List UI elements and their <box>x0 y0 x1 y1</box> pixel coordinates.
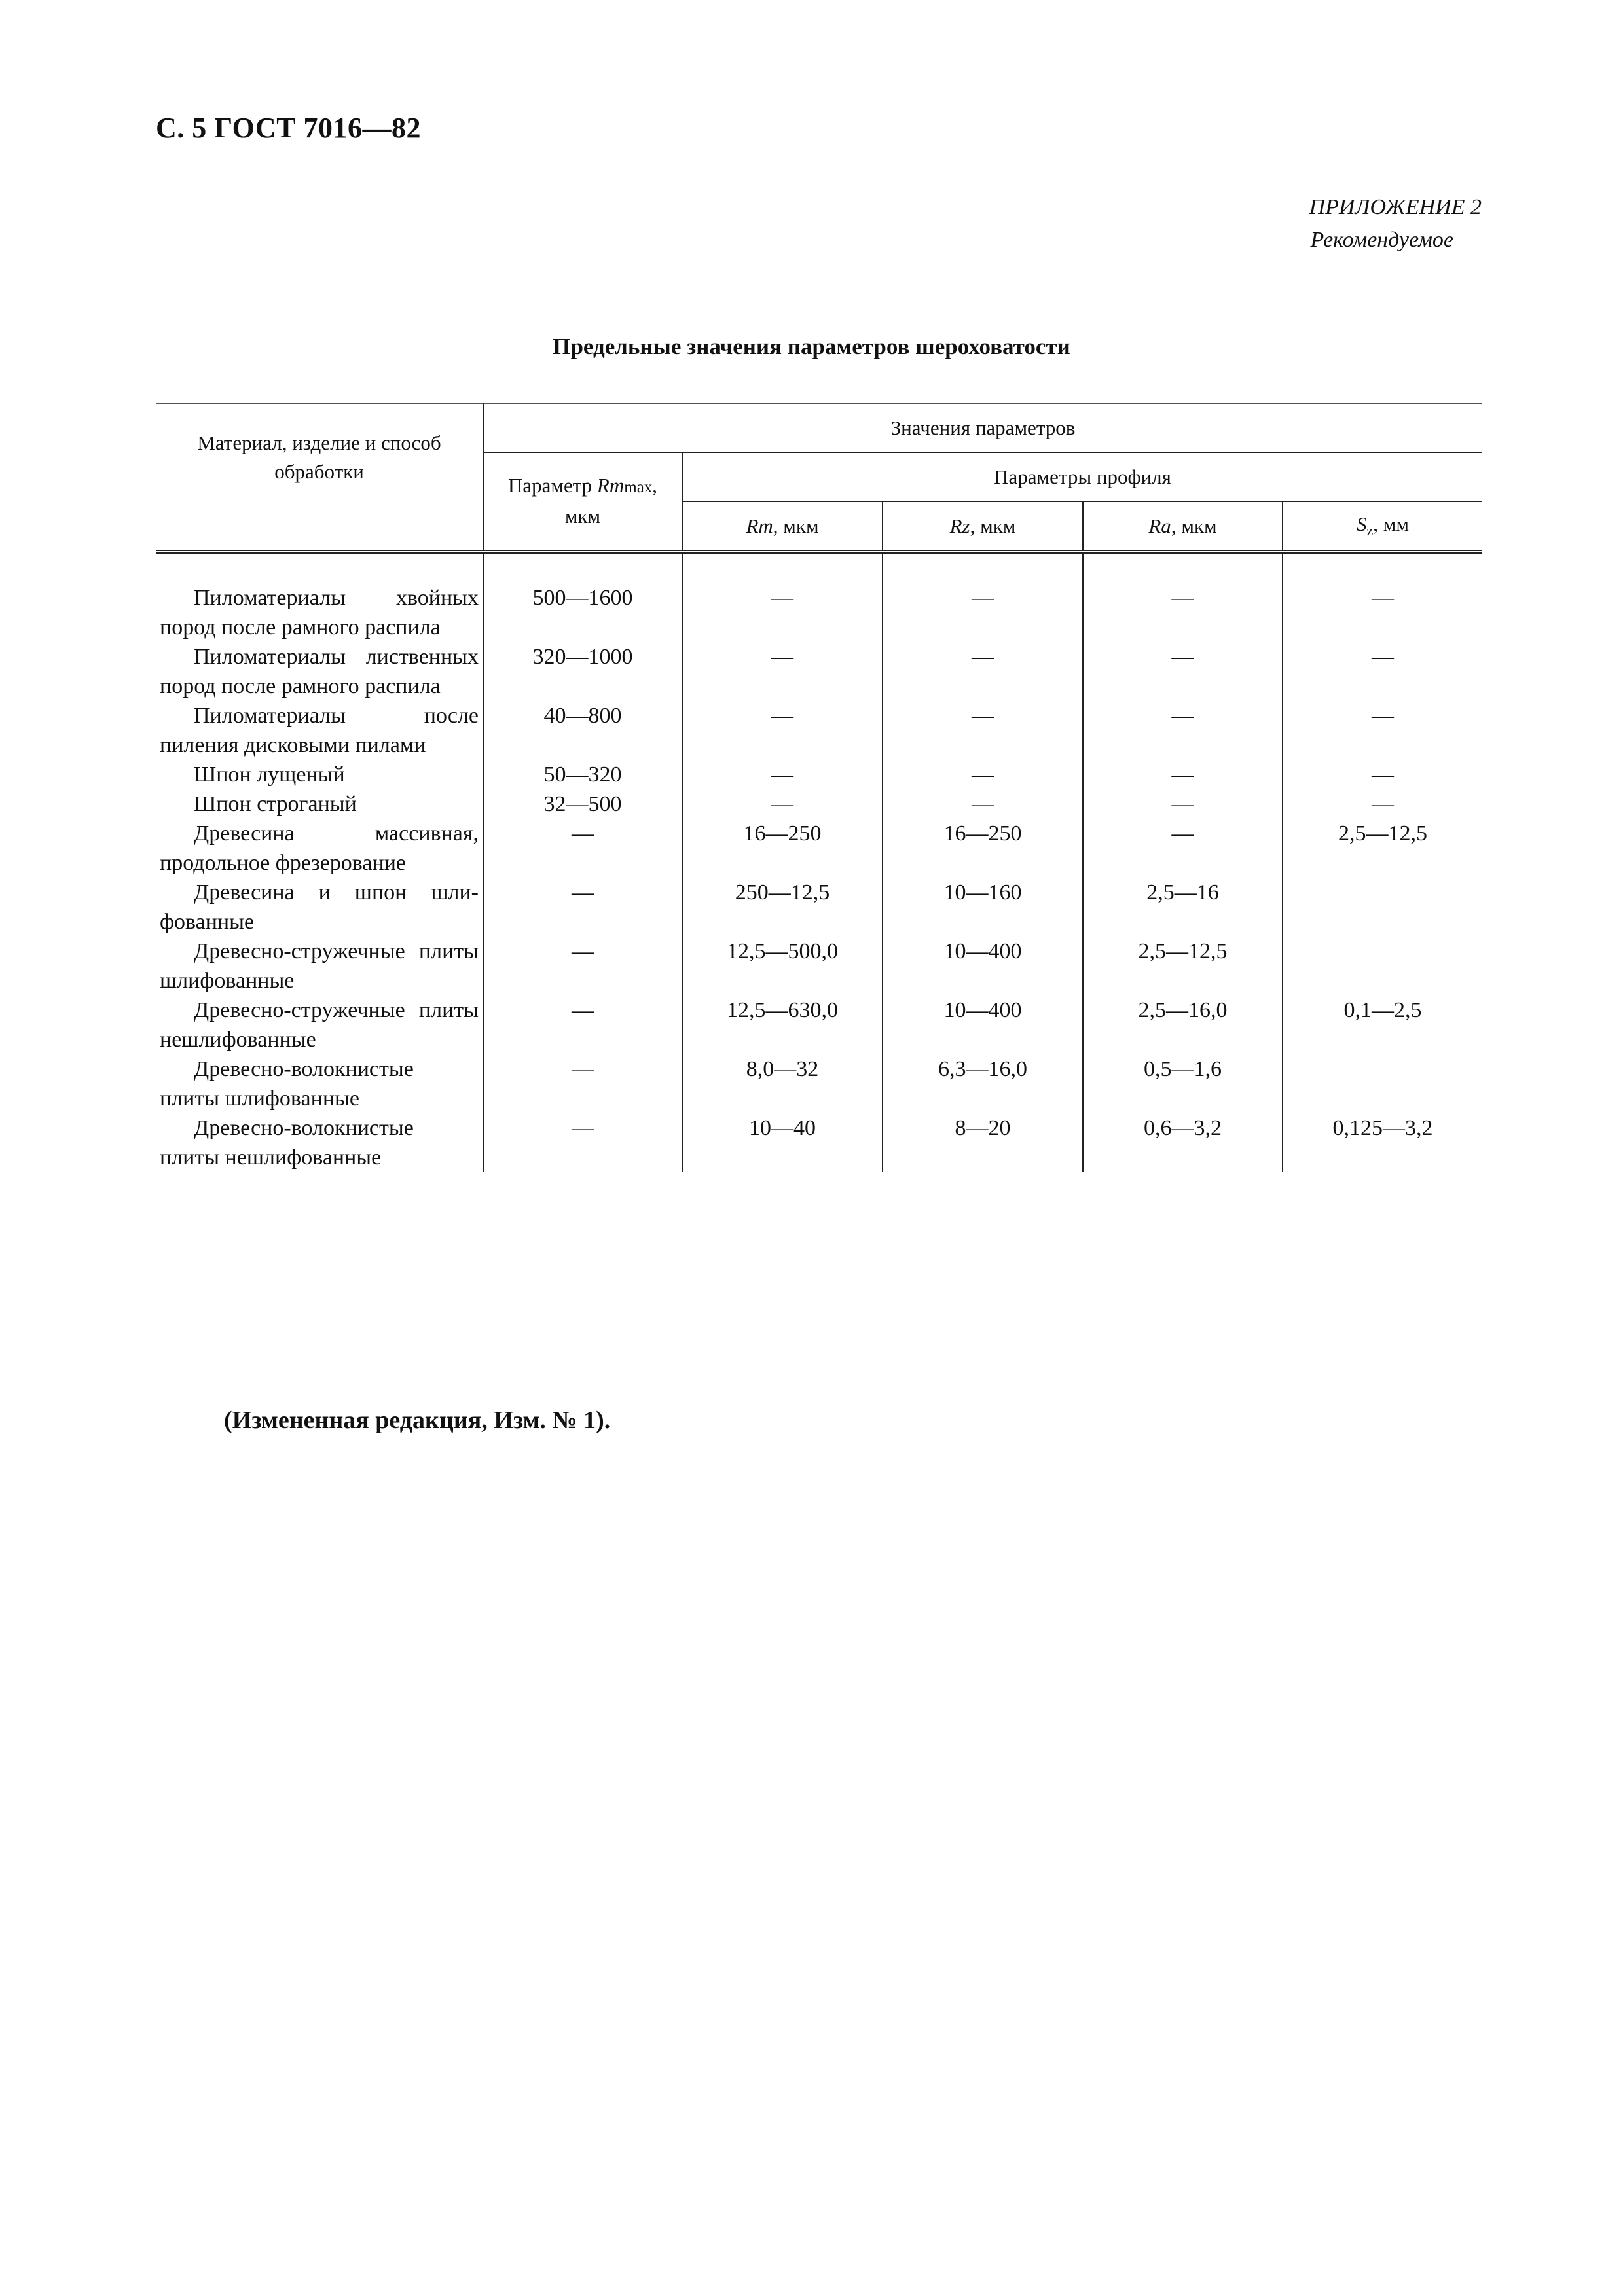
cell-ra: — <box>1083 642 1283 701</box>
header-rm-symbol: Rm <box>746 514 773 537</box>
table-row <box>156 996 1482 1054</box>
table-row <box>156 1113 1482 1172</box>
cell-rz: 8—20 <box>883 1113 1083 1172</box>
cell-material: Пиломатериалы хвойных пород после рамного распила <box>156 583 483 642</box>
cell-ra: — <box>1083 583 1283 642</box>
table-row <box>156 1054 1482 1113</box>
header-ra-symbol: Ra <box>1148 514 1171 537</box>
cell-rm: — <box>682 760 883 789</box>
header-sz <box>1283 501 1482 552</box>
cell-material: Шпон лущеный <box>156 760 483 789</box>
table-row <box>156 819 1482 878</box>
cell-sz: — <box>1372 762 1395 787</box>
cell-ra: — <box>1083 701 1283 760</box>
cell-ra: 2,5—16,0 <box>1083 996 1283 1054</box>
cell-ra: 0,6—3,2 <box>1083 1113 1283 1172</box>
header-rz-unit: , мкм <box>970 514 1016 537</box>
cell-material: Древесно-волокнистые плиты нешлифованные <box>156 1113 483 1172</box>
cell-rz: — <box>883 642 1083 701</box>
cell-material: Древесина массивная, продольное фрезерование <box>156 819 483 878</box>
table-row <box>156 642 1482 701</box>
table-row <box>156 789 1482 819</box>
cell-rm: 10—40 <box>682 1113 883 1172</box>
header-rm-unit: , мкм <box>773 514 819 537</box>
cell-material: Древесина и шпон шлифованные <box>156 878 483 937</box>
cell-rz: — <box>883 701 1083 760</box>
appendix-status: Рекомендуемое <box>1310 228 1454 252</box>
header-sz-unit: , мм <box>1373 512 1410 535</box>
table-row <box>156 701 1482 760</box>
header-rmmax-unit: , мкм <box>564 474 658 528</box>
header-rmmax <box>483 452 682 552</box>
header-rmmax-symbol: Rm <box>596 474 625 497</box>
cell-rz: 16—250 <box>883 819 1083 878</box>
cell-sz <box>1283 878 1482 937</box>
cell-material: Пиломатериалы после пиления дисковыми пилами <box>156 701 483 760</box>
table-row <box>156 937 1482 996</box>
cell-ra: 2,5—16 <box>1083 878 1283 937</box>
header-ra <box>1083 501 1283 552</box>
cell-rm: 8,0—32 <box>682 1054 883 1113</box>
cell-rm: 12,5—630,0 <box>682 996 883 1054</box>
page-header: С. 5 ГОСТ 7016—82 <box>156 112 422 144</box>
header-rz-symbol: Rz <box>949 514 970 537</box>
cell-rmmax: 500—1600 <box>483 583 682 642</box>
cell-sz: — <box>1372 704 1395 728</box>
cell-rm: 12,5—500,0 <box>682 937 883 996</box>
cell-rm: — <box>682 789 883 819</box>
cell-rmmax: 320—1000 <box>483 642 682 701</box>
cell-rmmax: — <box>483 819 682 878</box>
cell-sz <box>1283 937 1482 996</box>
cell-rmmax: 50—320 <box>483 760 682 789</box>
cell-rm: — <box>682 701 883 760</box>
cell-rmmax: 32—500 <box>483 789 682 819</box>
cell-rm: 250—12,5 <box>682 878 883 937</box>
cell-material: Шпон строганый <box>156 789 483 819</box>
cell-rm: 16—250 <box>682 819 883 878</box>
table-row <box>156 583 1482 642</box>
header-sz-sub: z <box>1366 522 1374 539</box>
table-row <box>156 760 1482 789</box>
cell-material: Древесно-стружечные плиты нешлифованные <box>156 996 483 1054</box>
header-rmmax-prefix: Параметр <box>507 474 597 497</box>
cell-ra: 2,5—12,5 <box>1083 937 1283 996</box>
cell-rmmax: — <box>483 996 682 1054</box>
cell-sz: 0,125—3,2 <box>1332 1116 1433 1140</box>
appendix-label-block <box>1309 191 1482 257</box>
header-rmmax-sub: max <box>624 478 653 496</box>
header-profile-group: Параметры профиля <box>682 452 1482 501</box>
header-rm <box>682 501 883 552</box>
cell-rz: — <box>883 583 1083 642</box>
cell-rmmax: — <box>483 1113 682 1172</box>
cell-rz: — <box>883 760 1083 789</box>
cell-sz: 0,1—2,5 <box>1343 998 1422 1022</box>
cell-ra: — <box>1083 760 1283 789</box>
appendix-label: ПРИЛОЖЕНИЕ 2 <box>1309 195 1482 219</box>
cell-rz: — <box>883 789 1083 819</box>
cell-rm: — <box>682 642 883 701</box>
cell-material: Древесно-стружечные плиты шлифованные <box>156 937 483 996</box>
cell-rmmax: 40—800 <box>483 701 682 760</box>
roughness-table <box>156 403 1482 1172</box>
header-ra-unit: , мкм <box>1171 514 1217 537</box>
header-material: Материал, изделие и способ обработки <box>156 403 483 552</box>
cell-rmmax: — <box>483 878 682 937</box>
cell-sz: — <box>1372 645 1395 669</box>
cell-material: Пиломатериалы лиственных пород после рамного распила <box>156 642 483 701</box>
cell-sz: 2,5—12,5 <box>1338 821 1428 846</box>
cell-ra: 0,5—1,6 <box>1083 1054 1283 1113</box>
cell-rm: — <box>682 583 883 642</box>
cell-material: Древесно-волокнистые плиты шлифованные <box>156 1054 483 1113</box>
cell-rz: 10—160 <box>883 878 1083 937</box>
table-title: Предельные значения параметров шероховатости <box>553 334 1070 359</box>
cell-rmmax: — <box>483 1054 682 1113</box>
cell-ra: — <box>1083 789 1283 819</box>
cell-rz: 10—400 <box>883 996 1083 1054</box>
cell-sz <box>1283 1054 1482 1113</box>
cell-ra: — <box>1083 819 1283 878</box>
header-sz-symbol: S <box>1357 512 1367 535</box>
table-row <box>156 878 1482 937</box>
header-rz <box>883 501 1083 552</box>
table-spacer-row <box>156 552 1482 583</box>
cell-rz: 6,3—16,0 <box>883 1054 1083 1113</box>
cell-sz: — <box>1372 586 1395 610</box>
cell-rz: 10—400 <box>883 937 1083 996</box>
amendment-note: (Измененная редакция, Изм. № 1). <box>224 1407 611 1434</box>
cell-sz: — <box>1372 792 1395 816</box>
header-values-group: Значения параметров <box>483 403 1482 452</box>
cell-rmmax: — <box>483 937 682 996</box>
